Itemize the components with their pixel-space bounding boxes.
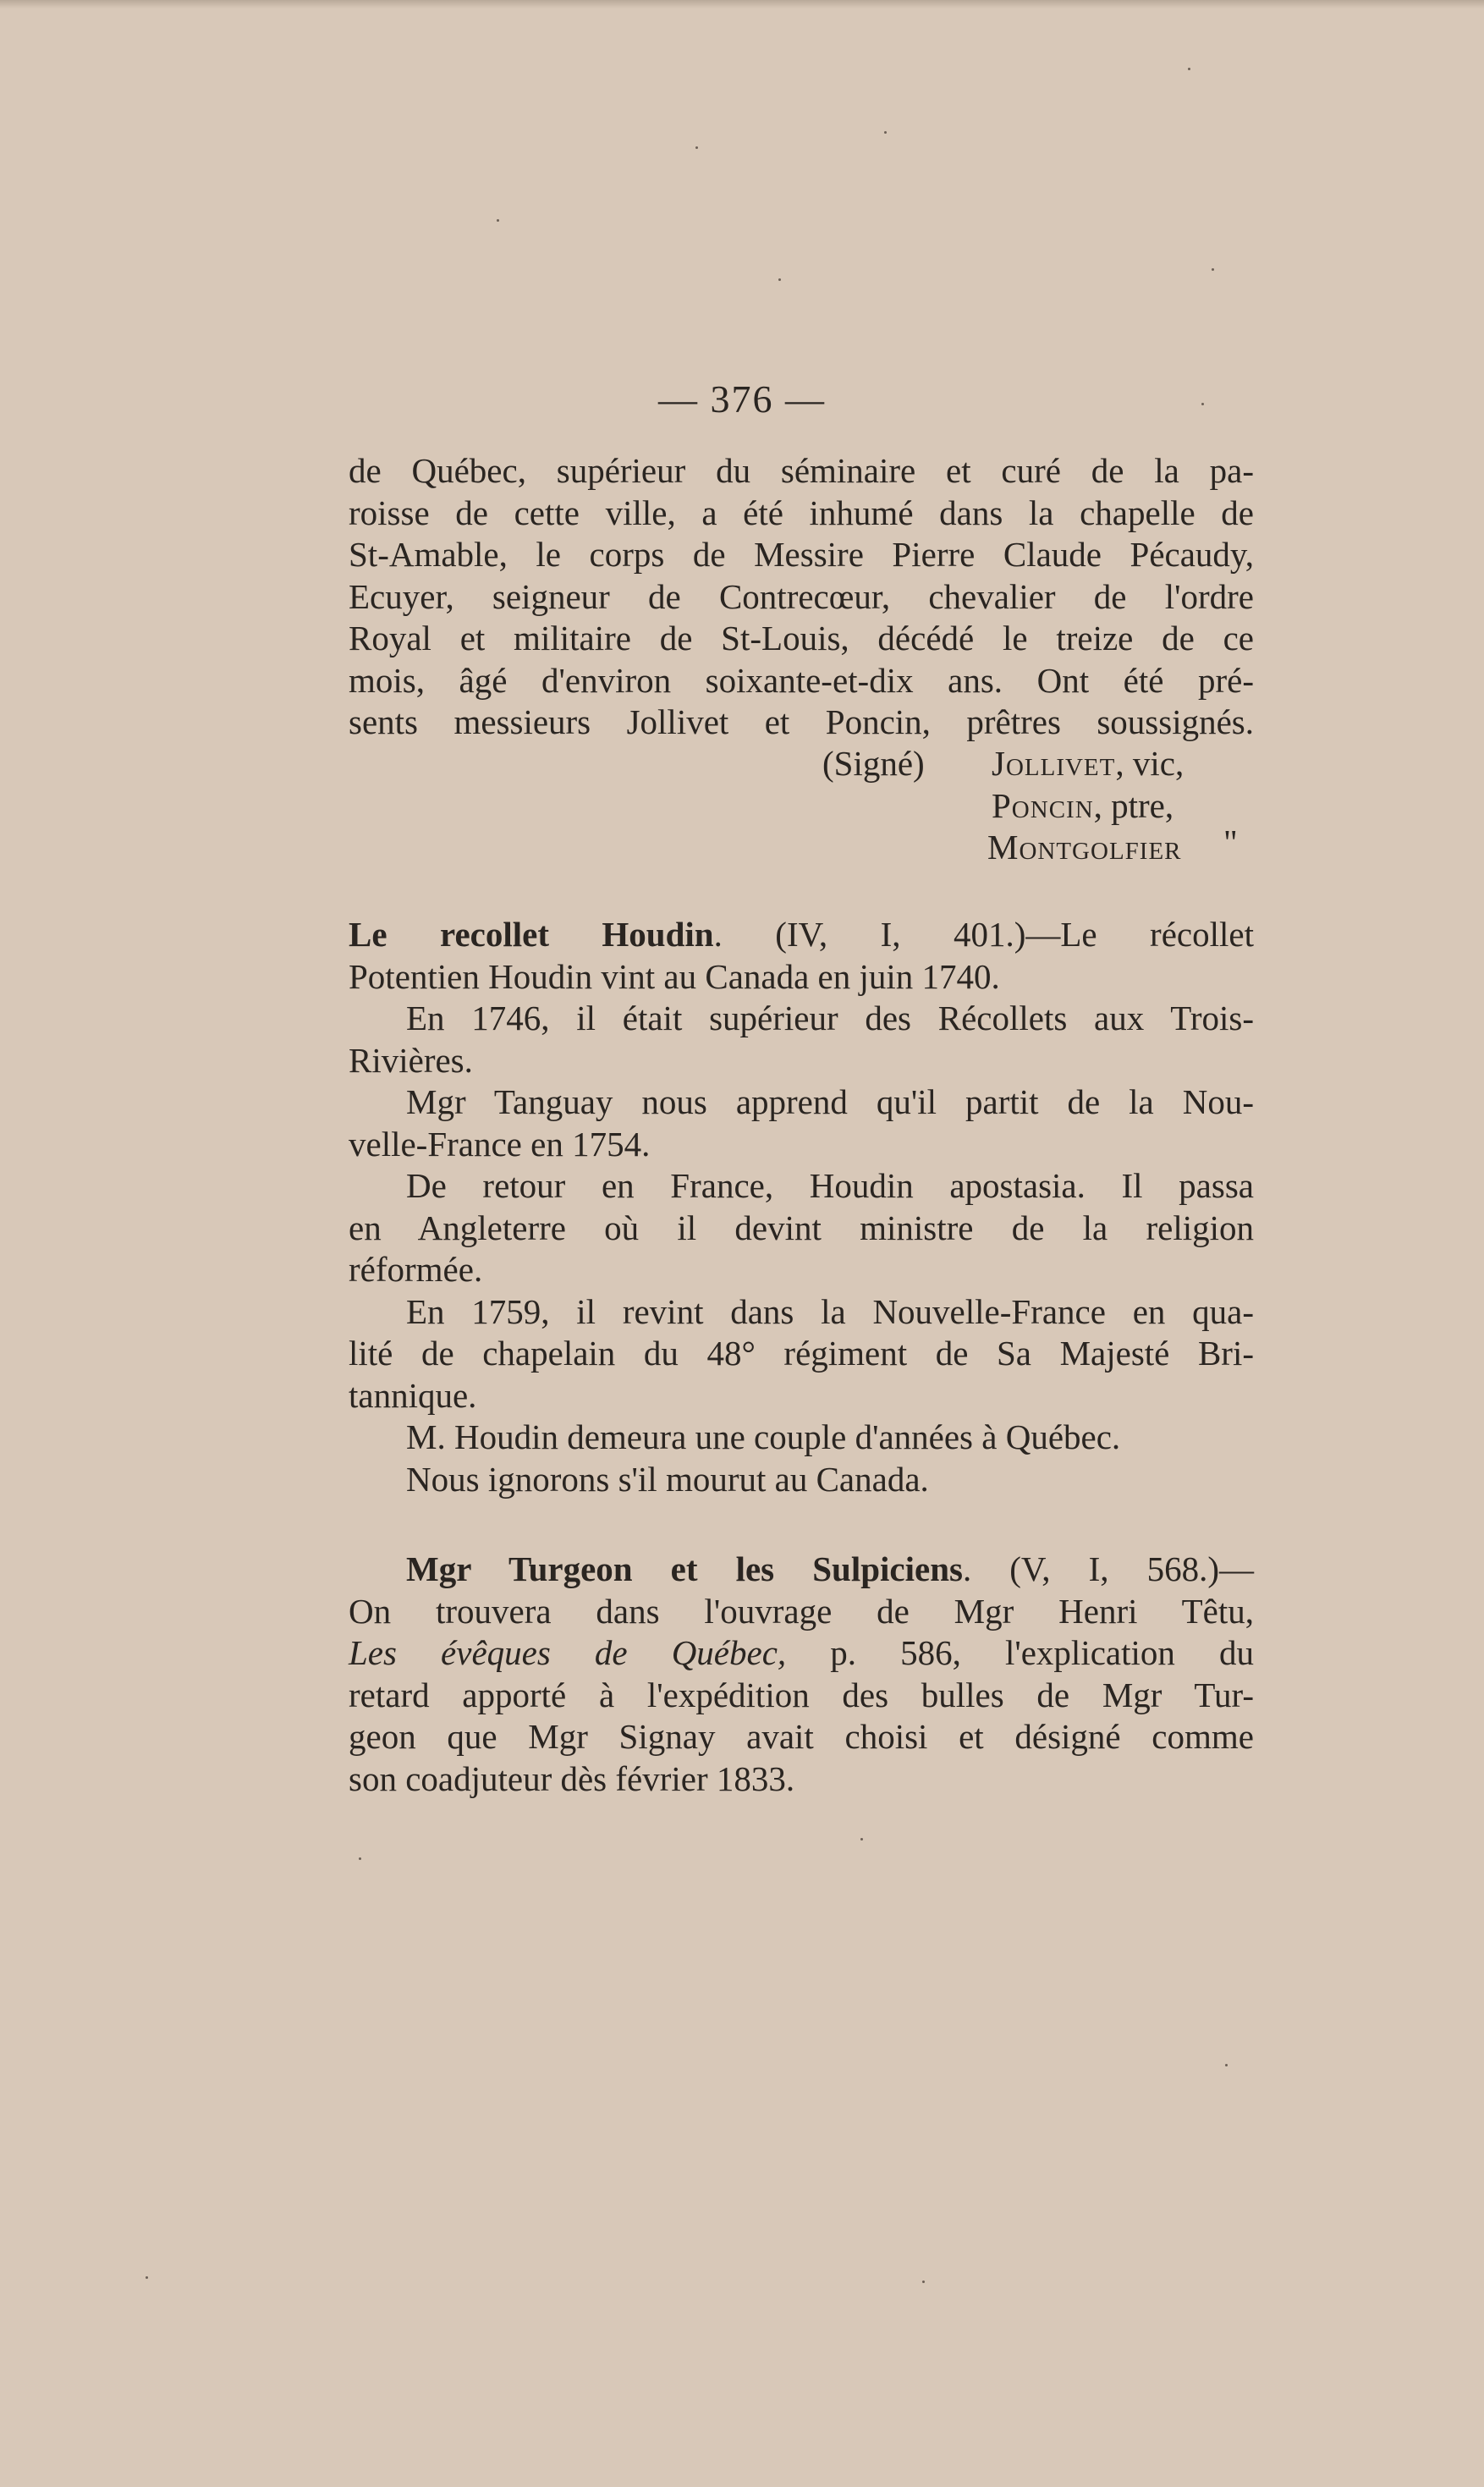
signature-suffix-1: , vic,	[1115, 744, 1184, 783]
text-line: lité de chapelain du 48° régiment de Sa Majesté Bri-	[349, 1334, 1254, 1373]
text-line	[349, 1632, 1254, 1675]
paper-speck	[884, 131, 887, 134]
section-heading: Le recollet Houdin	[349, 915, 714, 954]
text-line: retard apporté à l'expédition des bulles de Mgr Tur-	[349, 1675, 1254, 1714]
paper-speck	[695, 146, 698, 149]
signature-suffix-2: , ptre,	[1093, 785, 1174, 825]
text-line: De retour en France, Houdin apostasia. Il passa	[406, 1166, 1254, 1205]
text-line: En 1759, il revint dans la Nouvelle-France en qua-	[406, 1291, 1254, 1331]
text-line: M. Houdin demeura une couple d'années à Québec.	[406, 1417, 1121, 1456]
text-line: son coadjuteur dès février 1833.	[349, 1758, 795, 1798]
text-line: geon que Mgr Signay avait choisi et désigné comme	[349, 1717, 1254, 1756]
paper-speck	[497, 219, 499, 222]
signature-block	[349, 743, 1254, 869]
paper-speck	[146, 2276, 148, 2279]
signature-line-3	[349, 823, 1254, 869]
section-reference: . (IV, I, 401.)—Le récollet	[713, 915, 1254, 954]
text-line: Nous ignorons s'il mourut au Canada.	[406, 1459, 929, 1499]
paper-speck	[1201, 403, 1204, 405]
text-line: Mgr Tanguay nous apprend qu'il partit de la Nou-	[406, 1082, 1254, 1121]
text-line: de Québec, supérieur du séminaire et curé de la pa-	[349, 451, 1254, 490]
page-number: — 376 —	[658, 377, 826, 421]
signature-name-poncin: Poncin	[992, 785, 1094, 825]
text-line: mois, âgé d'environ soixante-et-dix ans. Ont été pré-	[349, 660, 1254, 700]
text-line: velle-France en 1754.	[349, 1124, 651, 1164]
signature-name-1	[992, 743, 1184, 785]
text-line: réformée.	[349, 1250, 483, 1289]
paper-speck	[1212, 268, 1214, 271]
paper-speck	[359, 1857, 361, 1860]
text-line: Rivières.	[349, 1040, 473, 1080]
signature-name-2	[992, 785, 1173, 828]
paper-speck	[1188, 68, 1190, 70]
book-title: Les évêques de Québec,	[349, 1633, 787, 1672]
text-line: roisse de cette ville, a été inhumé dans la chapelle de	[349, 492, 1254, 532]
text-line: en Angleterre où il devint ministre de la religion	[349, 1208, 1254, 1247]
text-line: En 1746, il était supérieur des Récollets aux Trois-	[406, 999, 1254, 1037]
text-line: St-Amable, le corps de Messire Pierre Claude Pécaudy,	[349, 535, 1254, 574]
section-reference: . (V, I, 568.)—	[962, 1549, 1254, 1588]
section-turgeon	[349, 1549, 1254, 1800]
closing-quote: "	[1223, 823, 1238, 861]
section-heading-line	[349, 914, 1254, 956]
page-top-edge	[0, 0, 1484, 8]
text-line: Potentien Houdin vint au Canada en juin 1740.	[349, 956, 1000, 996]
text-fragment: p. 586, l'explication du	[786, 1633, 1254, 1672]
section-houdin	[349, 914, 1254, 1500]
section-heading-line	[349, 1549, 1254, 1591]
signature-name-jollivet: Jollivet	[992, 744, 1116, 783]
text-line: On trouvera dans l'ouvrage de Mgr Henri Têtu,	[349, 1591, 1254, 1631]
text-line: Royal et militaire de St-Louis, décédé le treize de ce	[349, 619, 1254, 658]
paper-speck	[778, 278, 781, 281]
signature-name-montgolfier: Montgolfier	[987, 828, 1182, 867]
paper-speck	[1225, 2064, 1228, 2066]
signature-label: (Signé)	[822, 744, 925, 783]
paper-speck	[860, 1838, 863, 1840]
paper-speck	[922, 2281, 925, 2283]
signature-line-2	[349, 785, 1254, 828]
text-line: tannique.	[349, 1375, 477, 1415]
text-line: Ecuyer, seigneur de Contrecœur, chevalier de l'ordre	[349, 576, 1254, 616]
continuation-paragraph	[349, 450, 1254, 744]
text-line: sents messieurs Jollivet et Poncin, prêtres soussignés.	[349, 702, 1254, 741]
section-heading: Mgr Turgeon et les Sulpiciens	[406, 1549, 963, 1588]
signature-line-1	[349, 743, 1254, 785]
